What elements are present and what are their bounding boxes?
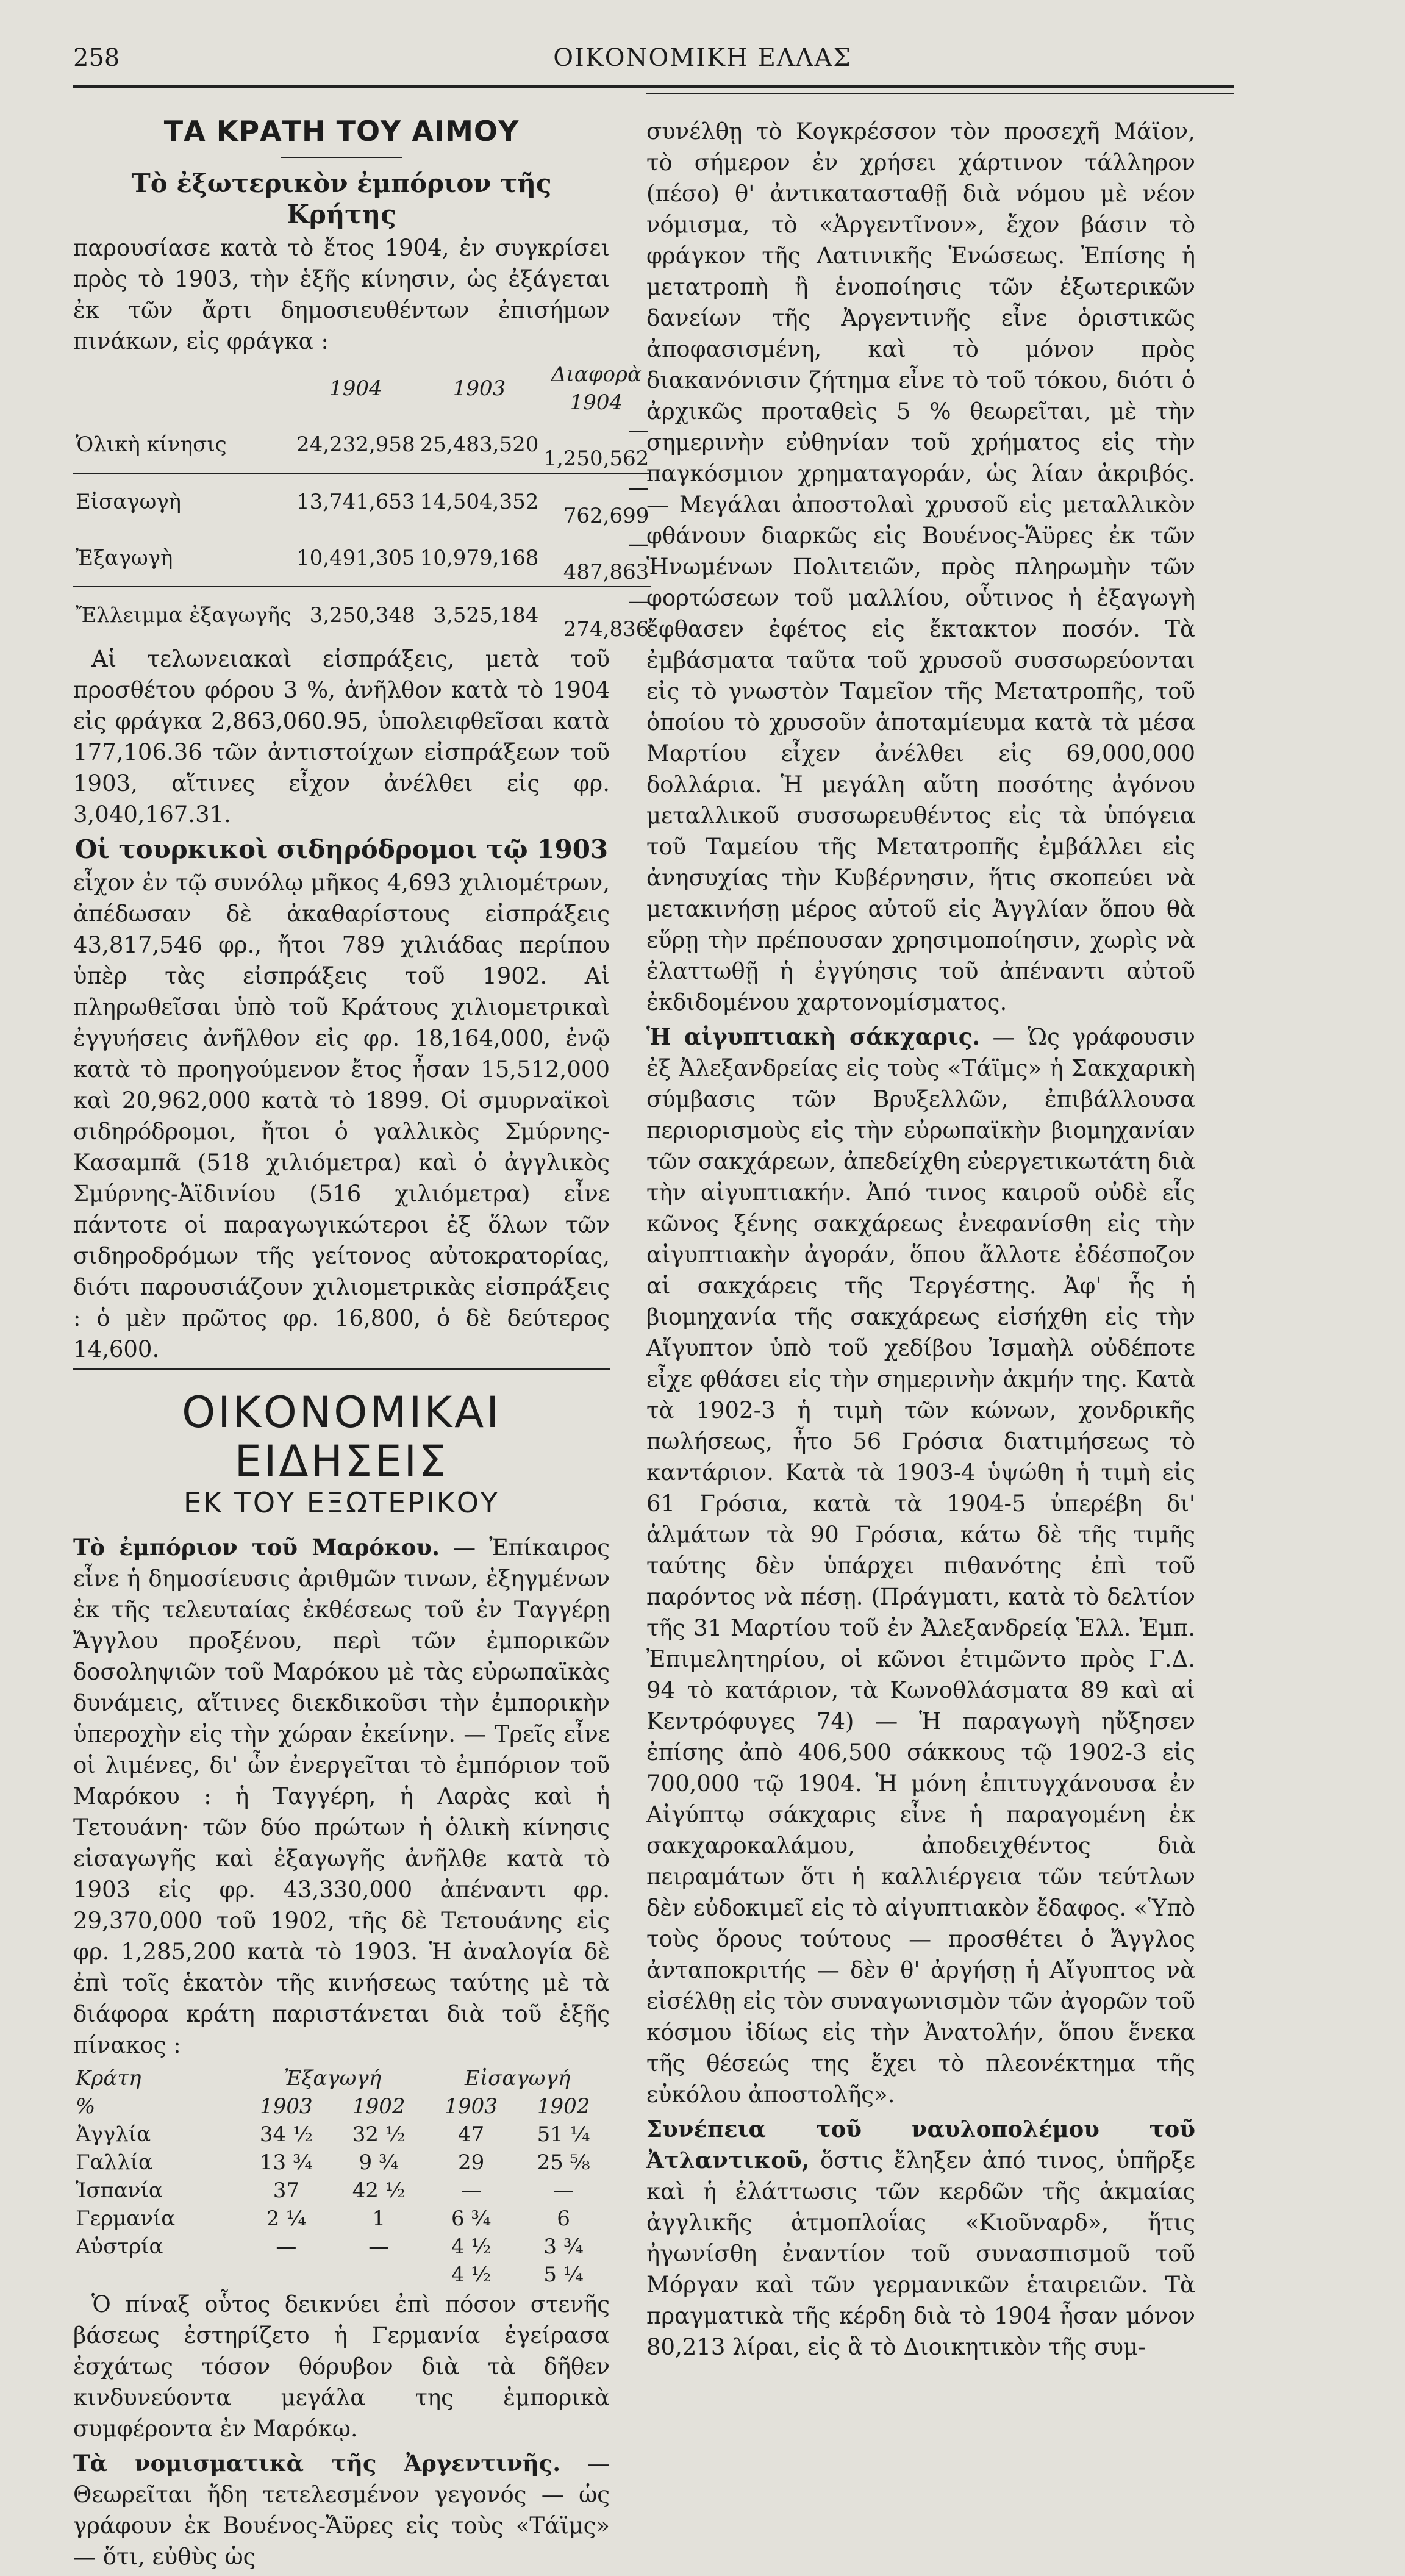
sugar-heading: Ἡ αἰγυπτιακὴ σάκχαρις. <box>646 1023 981 1050</box>
cell: 3,525,184 <box>433 603 539 628</box>
cell: 42 ½ <box>352 2178 406 2203</box>
crete-trade-table <box>73 360 651 643</box>
crete-intro: παρουσίασε κατὰ τὸ ἔτος 1904, ἐν συγκρίσει πρὸς τὸ 1903, τὴν ἑξῆς κίνησιν, ὡς ἐξάγεται ἐκ τῶν ἄρτι δημοσιευθέντων ἐπισήμων πινάκων, εἰς φράγκα : <box>73 235 610 354</box>
table-row <box>73 2120 610 2148</box>
table-row <box>73 2205 610 2233</box>
cell: 5 ¼ <box>543 2263 584 2287</box>
cell: — <box>553 2178 574 2203</box>
cell: 3,250,348 <box>309 603 415 628</box>
t2-sub-0: % <box>76 2094 96 2119</box>
cell: 2 ¼ <box>266 2206 307 2231</box>
cell: 6 <box>557 2206 570 2231</box>
t2-sub-2: 1902 <box>352 2094 406 2119</box>
section-divider <box>73 1368 610 1370</box>
t2-group-0: Κράτη <box>76 2066 141 2091</box>
cell: 10,979,168 <box>418 530 542 587</box>
row-label: Ἀγγλία <box>76 2122 151 2147</box>
cell: — <box>368 2234 390 2259</box>
table-row <box>73 530 651 587</box>
cell: — 274,836 <box>563 589 649 642</box>
t2-group-1: Ἐξαγωγή <box>284 2066 382 2091</box>
row-label: Ἐξαγωγὴ <box>73 530 294 587</box>
title-rule <box>281 157 402 158</box>
cell: 13,741,653 <box>296 490 415 514</box>
morocco-heading: Τὸ ἐμπόριον τοῦ Μαρόκου. <box>73 1534 440 1561</box>
morocco-trade-table <box>73 2064 610 2289</box>
railways-paragraph: εἶχον ἐν τῷ συνόλῳ μῆκος 4,693 χιλιομέτρων, ἀπέδωσαν δὲ ἀκαθαρίστους εἰσπράξεις 43,817,546 φρ., ἤτοι 789 χιλιάδας περίπου ὑπὲρ τὰς εἰσπράξεις τοῦ 1902. Αἱ πληρωθεῖσαι ὑπὸ τοῦ Κράτους χιλιομετρικαὶ ἐγγυήσεις ἀνῆλθον εἰς φρ. 18,164,000, ἐνῷ κατὰ τὸ προηγούμενον ἔτος ἦσαν 15,512,000 καὶ 20,962,000 κατὰ τὸ 1899. Οἱ σμυρναϊκοὶ σιδηρόδρομοι, ἤτοι ὁ γαλλικὸς Σμύρνης-Κασαμπᾶ (518 χιλιόμετρα) καὶ ὁ ἀγγλικὸς Σμύρνης-Ἀϊδινίου (516 χιλιόμετρα) εἶνε πάντοτε οἱ παραγωγικώτεροι ἐξ ὅλων τῶν σιδηροδρόμων τῆς γείτονος αὐτοκρατορίας, διότι παρουσιάζουν χιλιομετρικὰς εἰσπράξεις : ὁ μὲν πρῶτος φρ. 16,800, ὁ δὲ δεύτερος 14,600. <box>73 870 610 1362</box>
table-row <box>73 2233 610 2261</box>
t1-header-2: 1903 <box>452 376 506 401</box>
crete-heading: Τὸ ἐξωτερικὸν ἐμπόριον τῆς Κρήτης <box>131 168 552 229</box>
row-label: Εἰσαγωγὴ <box>76 490 182 514</box>
cell: —1,250,562 <box>541 417 651 473</box>
running-title: ΟΙΚΟΝΟΜΙΚΗ ΕΛΛΑΣ <box>553 44 852 72</box>
cell: 9 ¾ <box>359 2150 399 2175</box>
cell: 6 ¾ <box>451 2206 492 2231</box>
row-label: Ἔλλειμμα ἐξαγωγῆς <box>76 603 291 628</box>
cell: 13 ¾ <box>259 2150 313 2175</box>
table-row <box>73 587 651 643</box>
news-subtitle: ΕΚ ΤΟΥ ΕΞΩΤΕΡΙΚΟΥ <box>183 1486 500 1519</box>
t2-sub-1: 1903 <box>260 2094 313 2119</box>
table-row <box>73 2177 610 2205</box>
t1-header-0 <box>73 360 294 417</box>
cell: 10,491,305 <box>294 530 418 587</box>
argentina-text: — Θεωρεῖται ἤδη τετελεσμένον γεγονός — ὡς γράφουν ἐκ Βουένος-Ἄϋρες εἰς τοὺς «Τάϊμς» — ὅτι, εὐθὺς ὡς <box>73 2450 610 2570</box>
table-row <box>73 473 651 530</box>
cell: 14,504,352 <box>420 490 539 514</box>
left-column <box>73 115 649 2576</box>
t1-header-1: 1904 <box>329 376 382 401</box>
cell: 25,483,520 <box>418 417 542 473</box>
sugar-paragraph <box>646 1021 1195 2110</box>
header-rule-thin <box>646 93 1234 94</box>
shipping-paragraph <box>646 2114 1195 2363</box>
news-title: ΟΙΚΟΝΟΜΙΚΑΙ ΕΙΔΗΣΕΙΣ <box>182 1387 501 1486</box>
morocco-paragraph <box>73 1532 610 2061</box>
cell: 51 ¼ <box>537 2122 590 2147</box>
cell: 1 <box>372 2206 386 2231</box>
header-rule <box>73 85 1234 88</box>
row-label: Γαλλία <box>76 2150 152 2175</box>
right-column <box>646 116 1195 2366</box>
cell: 29 <box>458 2150 485 2175</box>
row-label: Γερμανία <box>76 2206 176 2231</box>
t2-sub-3: 1903 <box>445 2094 498 2119</box>
sugar-text: — Ὡς γράφουσιν ἐξ Ἀλεξανδρείας εἰς τοὺς «Τάϊμς» ἡ Σακχαρικὴ σύμβασις τῶν Βρυξελλῶν, ἐπιβάλλουσα περιορισμοὺς εἰς τὴν εὐρωπαϊκὴν βιομηχανίαν τῶν σακχάρεων, ἀπεδείχθη εὐεργετικωτάτη διὰ τὴν αἰγυπτιακήν. Ἀπό τινος καιροῦ οὐδὲ εἷς κῶνος ξένης σακχάρεως ἐνεφανίσθη εἰς τὴν αἰγυπτιακὴν ἀγοράν, ὅπου ἄλλοτε ἐδέσποζον αἱ σακχάρεις τῆς Τεργέστης. Ἀφ' ἧς ἡ βιομηχανία τῆς σακχάρεως εἰσήχθη εἰς τὴν Αἴγυπτον ὑπὸ τοῦ χεδίβου Ἰσμαὴλ οὐδέποτε εἶχε φθάσει εἰς τὴν σημερινὴν ἀκμήν της. Κατὰ τὰ 1902-3 ἡ τιμὴ τῶν κώνων, χονδρικῆς πωλήσεως, ἦτο 56 Γρόσια διατιμήσεως τὸ καντάριον. Κατὰ τὰ 1903-4 ὑψώθη ἡ τιμὴ εἰς 61 Γρόσια, κατὰ τὰ 1904-5 ὑπερέβη δι' ἁλμάτων τὰ 90 Γρόσια, κάτω δὲ τῆς τιμῆς ταύτης δὲν ὑπάρχει πιθανότης ἐπὶ τοῦ παρόντος νὰ πέσῃ. (Πράγματι, κατὰ τὸ δελτίον τῆς 31 Μαρτίου τοῦ ἐν Ἀλεξανδρείᾳ Ἑλλ. Ἐμπ. Ἐπιμελητηρίου, οἱ κῶνοι ἐτιμῶντο πρὸς Γ.Δ. 94 τὸ κατάριον, τὰ Κωνοθλάσματα 89 καὶ αἱ Κεντρόφυγες 74) — Ἡ παραγωγὴ ηὔξησεν ἐπίσης ἀπὸ 406,500 σάκκους τῷ 1902-3 εἰς 700,000 τῷ 1904. Ἡ μόνη ἐπιτυγχάνουσα ἐν Αἰγύπτῳ σάκχαρις εἶνε ἡ παραγομένη ἐκ σακχαροκαλάμου, ἀποδειχθέντος διὰ πειραμάτων ὅτι ἡ καλλιέργεια τῶν τεύτλων δὲν εὐδοκιμεῖ εἰς τὸ αἰγυπτιακὸν ἔδαφος. «Ὑπὸ τοὺς ὅρους τούτους — προσθέτει ὁ Ἄγγλος ἀνταποκριτής — δὲν θ' ἀργήσῃ ἡ Αἴγυπτος νὰ εἰσέλθῃ εἰς τὸν συναγωνισμὸν τῶν ἀγορῶν τοῦ κόσμου ἰδίως εἰς τὴν Ἀνατολήν, ὅπου ἕνεκα τῆς θέσεώς της ἔχει τὸ πλεονέκτημα τῆς εὐκόλου ἀποστολῆς». <box>646 1024 1195 2108</box>
cell: — <box>460 2178 482 2203</box>
row-label: Ὁλικὴ κίνησις <box>73 417 294 473</box>
cell: 4 ½ <box>451 2263 492 2287</box>
cell: 47 <box>458 2122 485 2147</box>
table-row <box>73 417 651 473</box>
cell: — 762,699 <box>563 476 649 528</box>
cell: 3 ¾ <box>543 2234 584 2259</box>
cell: 37 <box>273 2178 300 2203</box>
argentina-paragraph <box>73 2448 610 2572</box>
morocco-conclusion: Ὁ πίναξ οὗτος δεικνύει ἐπὶ πόσον στενῆς βάσεως ἐστηρίζετο ἡ Γερμανία ἐγείρασα ἐσχάτως τόσον θόρυβον διὰ τὰ δῆθεν κινδυνεύοντα μεγάλα της ἐμπορικὰ συμφέροντα ἐν Μαρόκῳ. <box>73 2291 610 2442</box>
t2-group-2: Εἰσαγωγή <box>465 2066 571 2091</box>
argentina-heading: Τὰ νομισματικὰ τῆς Ἀργεντινῆς. <box>73 2450 561 2477</box>
page-number: 258 <box>73 44 120 72</box>
section-title: ΤΑ ΚΡΑΤΗ ΤΟΥ ΑΙΜΟΥ <box>163 115 520 148</box>
shipping-heading: Συνέπεια τοῦ ναυλοπολέμου τοῦ Ἀτλαντικοῦ, <box>646 2116 1195 2174</box>
cell: 4 ½ <box>451 2234 492 2259</box>
row-label: Ἱσπανία <box>76 2178 163 2203</box>
cell <box>332 2261 425 2289</box>
row-label: Αὐστρία <box>76 2234 163 2259</box>
railways-heading: Οἱ τουρκικοὶ σιδηρόδρομοι τῷ 1903 <box>74 834 609 864</box>
shipping-text: ὅστις ἔληξεν ἀπό τινος, ὑπῆρξε καὶ ἡ ἐλάττωσις τῶν κερδῶν τῆς ἀκμαίας ἀγγλικῆς ἀτμοπλοΐας «Κιοῦναρδ», ἥτις ἠγωνίσθη ἐναντίον τοῦ συνασπισμοῦ τοῦ Μόργαν καὶ τῶν γερμανικῶν ἑταιρειῶν. Τὰ πραγματικὰ τῆς κέρδη διὰ τὸ 1904 ἦσαν μόνον 80,213 λίραι, εἰς ἃ τὸ Διοικητικὸν τῆς συμ- <box>646 2147 1196 2360</box>
table-row <box>73 2148 610 2177</box>
morocco-text: — Ἐπίκαιρος εἶνε ἡ δημοσίευσις ἀριθμῶν τινων, ἐξηγμένων ἐκ τῆς τελευταίας ἐκθέσεως τοῦ ἐν Ταγγέρῃ Ἄγγλου προξένου, περὶ τῶν ἐμπορικῶν δοσοληψιῶν τοῦ Μαρόκου μὲ τὰς εὐρωπαϊκὰς δυνάμεις, αἵτινες διεκδικοῦσι τὴν ἐμπορικὴν ὑπεροχὴν εἰς τὴν χώραν ἐκείνην. — Τρεῖς εἶνε οἱ λιμένες, δι' ὧν ἐνεργεῖται τὸ ἐμπόριον τοῦ Μαρόκου : ἡ Ταγγέρη, ἡ Λαρὰς καὶ ἡ Τετουάνη· τῶν δύο πρώτων ἡ ὁλικὴ κίνησις εἰσαγωγῆς καὶ ἐξαγωγῆς ἀνῆλθε κατὰ τὸ 1903 εἰς φρ. 43,330,000 ἀπέναντι φρ. 29,370,000 τοῦ 1902, τῆς δὲ Τετουάνης εἰς φρ. 1,285,200 κατὰ τὸ 1903. Ἡ ἀναλογία δὲ ἐπὶ τοῖς ἑκατὸν τῆς κινήσεως ταύτης μὲ τὰ διάφορα κράτη παριστάνεται διὰ τοῦ ἑξῆς πίνακος : <box>73 1534 610 2058</box>
cell: — 487,863 <box>541 530 651 587</box>
crete-customs-paragraph: Αἱ τελωνειακαὶ εἰσπράξεις, μετὰ τοῦ προσθέτου φόρου 3 %, ἀνῆλθον κατὰ τὸ 1904 εἰς φράγκα 2,863,060.95, ὑπολειφθεῖσαι κατὰ 177,106.36 τῶν ἀντιστοίχων εἰσπράξεων τοῦ 1903, αἵτινες εἶχον ἀνέλθει εἰς φρ. 3,040,167.31. <box>73 646 610 828</box>
cell <box>240 2261 333 2289</box>
cell: 24,232,958 <box>294 417 418 473</box>
argentina-continued: συνέλθῃ τὸ Κογκρέσσον τὸν προσεχῆ Μάϊον, τὸ σήμερον ἐν χρήσει χάρτινον τάλληρον (πέσο) θ' ἀντικατασταθῇ διὰ νόμου μὲ νέον νόμισμα, τὸ «Ἀργεντῖνον», ἔχον βάσιν τὸ φράγκον τῆς Λατινικῆς Ἑνώσεως. Ἐπίσης ἡ μετατροπὴ ἢ ἑνοποίησις τῶν ἐξωτερικῶν δανείων τῆς Ἀργεντινῆς εἶνε ὁριστικῶς ἀποφασισμένη, καὶ τὸ μόνον πρὸς διακανόνισιν ζήτημα εἶνε τὸ τοῦ τόκου, διότι ὁ ἀρχικῶς προταθεὶς 5 % θεωρεῖται, μὲ τὴν σημερινὴν εὐθηνίαν τοῦ χρήματος εἰς τὴν παγκόσμιον χρηματαγοράν, ὡς λίαν ἀκριβός. — Μεγάλαι ἀποστολαὶ χρυσοῦ εἰς μεταλλικὸν φθάνουν διαρκῶς εἰς Βουένος-Ἄϋρες ἐκ τῶν Ἡνωμένων Πολιτειῶν, πρὸς πληρωμὴν τῶν φορτώσεων τοῦ μαλλίου, οὗτινος ἡ ἐξαγωγὴ ἔφθασεν ἐφέτος εἰς ἔκτακτον ποσόν. Τὰ ἐμβάσματα ταῦτα τοῦ χρυσοῦ συσσωρεύονται εἰς τὸ γνωστὸν Ταμεῖον τῆς Μετατροπῆς, τοῦ ὁποίου τὸ χρυσοῦν ἀποταμίευμα κατὰ τὰ μέσα Μαρτίου εἶχεν ἀνέλθει εἰς 69,000,000 δολλάρια. Ἡ μεγάλη αὕτη ποσότης ἀγόνου μεταλλικοῦ συσσωρευθέντος εἰς τὰ ὑπόγεια τοῦ Ταμείου τῆς Μετατροπῆς ἐμβάλλει εἰς ἀνησυχίας τὴν Κυβέρνησιν, ἥτις σκοπεύει νὰ μετακινήσῃ μέρος αὐτοῦ εἰς Ἀγγλίαν ὅπου θὰ εὕρῃ τὴν πρέπουσαν χρησιμοποίησιν, χωρὶς νὰ ἐλαττωθῇ ἡ ἐγγύησις τοῦ ἀπέναντι αὐτοῦ ἐκδιδομένου χαρτονομίσματος. <box>646 118 1195 1015</box>
table-row <box>73 2261 610 2289</box>
t2-sub-4: 1902 <box>537 2094 590 2119</box>
cell: 34 ½ <box>259 2122 313 2147</box>
cell: — <box>276 2234 297 2259</box>
cell: 32 ½ <box>352 2122 406 2147</box>
t1-header-3: Διαφορὰ 1904 <box>551 362 642 415</box>
row-label <box>73 2261 240 2289</box>
cell: 25 ⅝ <box>537 2150 590 2175</box>
